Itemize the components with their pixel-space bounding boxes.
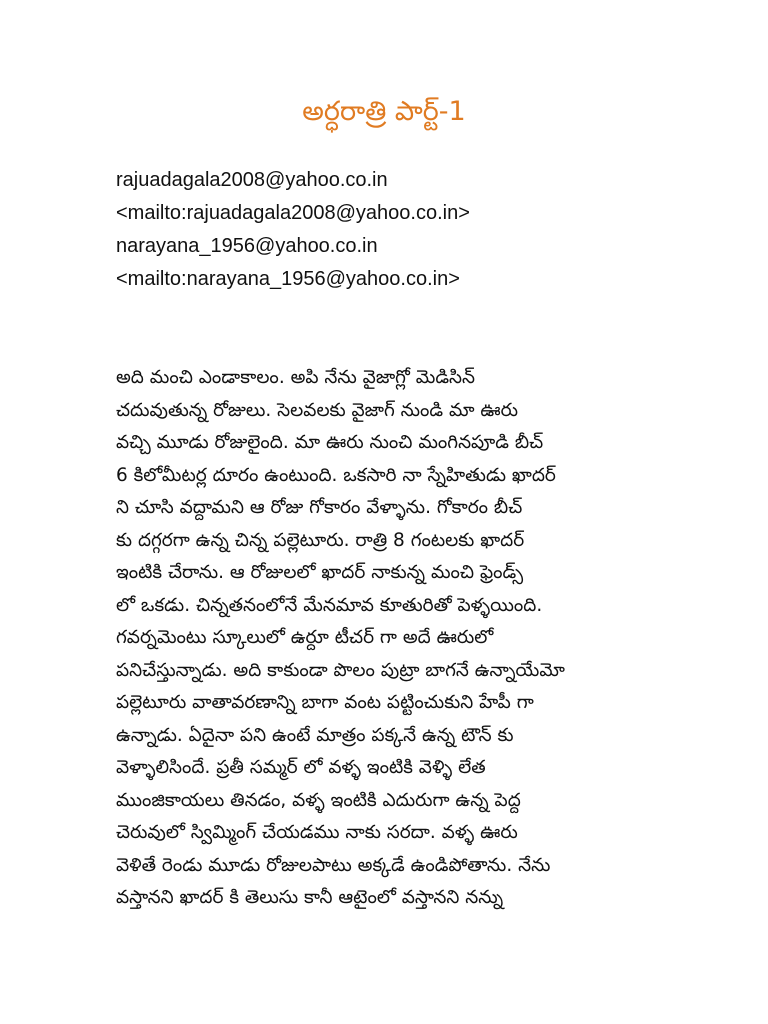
text-line: పనిచేస్తున్నాడు. అది కాకుండా పొలం పుట్రా బాగనే ఉన్నాయేమో [116, 659, 565, 681]
text-line: ని చూసి వద్దామని ఆ రోజు గోకారం వేళ్ళాను. గోకారం బీచ్ [116, 497, 523, 518]
text-line: ఇంటికి చేరాను. ఆ రోజులలో ఖాదర్ నాకున్న మంచి ఫ్రెండ్స్ [116, 562, 524, 583]
email-line: narayana_1956@yahoo.co.in [116, 235, 378, 257]
text-line: వెళితే రెండు మూడు రోజులపాటు అక్కడే ఉండిపోతాను. నేను [116, 854, 551, 876]
text-line: వచ్చి మూడు రోజులైంది. మా ఊరు నుంచి మంగినపూడి బీచ్ [116, 432, 544, 453]
author-emails [116, 164, 736, 296]
text-line: లో ఒకడు. చిన్నతనంలోనే మేనమావ కూతురితో పెళ్ళయింది. [116, 594, 543, 616]
story-paragraph [116, 362, 756, 915]
email-link-line: <mailto:rajuadagala2008@yahoo.co.in> [116, 202, 470, 224]
email-link-line: <mailto:narayana_1956@yahoo.co.in> [116, 268, 460, 290]
text-line: ముంజికాయలు తినడం, వళ్ళ ఇంటికి ఎదురుగా ఉన్న పెద్ద [116, 789, 521, 811]
text-line: వస్తానని ఖాదర్ కి తెలుసు కానీ ఆటైంలో వస్తానని నన్ను [116, 887, 504, 908]
text-line: కు దగ్గరగా ఉన్న చిన్న పల్లెటూరు. రాత్రి 8 గంటలకు ఖాదర్ [116, 529, 525, 551]
text-line: చదువుతున్న రోజులు. సెలవలకు వైజాగ్ నుండి మా ఊరు [116, 399, 519, 421]
text-line: గవర్నమెంటు స్కూలులో ఉర్దూ టీచర్ గా అదే ఊరులో [116, 627, 494, 648]
text-line: చెరువులో స్విమ్మింగ్ చేయడము నాకు సరదా. వళ్ళ ఊరు [116, 822, 518, 843]
text-line: వెళ్ళాలిసిందే. ప్రతీ సమ్మర్ లో వళ్ళ ఇంటికి వెళ్ళి లేత [116, 757, 486, 778]
document-title: అర్ధరాత్రి పార్ట్-1 [302, 96, 466, 127]
text-line: పల్లెటూరు వాతావరణాన్ని బాగా వంట పట్టించుకుని హేపీ గా [116, 692, 534, 713]
text-line: 6 కిలోమీటర్ల దూరం ఉంటుంది. ఒకసారి నా స్నేహితుడు ఖాదర్ [116, 464, 556, 486]
email-line: rajuadagala2008@yahoo.co.in [116, 169, 388, 191]
text-line: ఉన్నాడు. ఏదైనా పని ఉంటే మాత్రం పక్కనే ఉన్న టౌన్ కు [116, 724, 514, 746]
text-line: అది మంచి ఎండాకాలం. అపి నేను వైజాగ్లో మెడిసిన్ [116, 367, 476, 388]
